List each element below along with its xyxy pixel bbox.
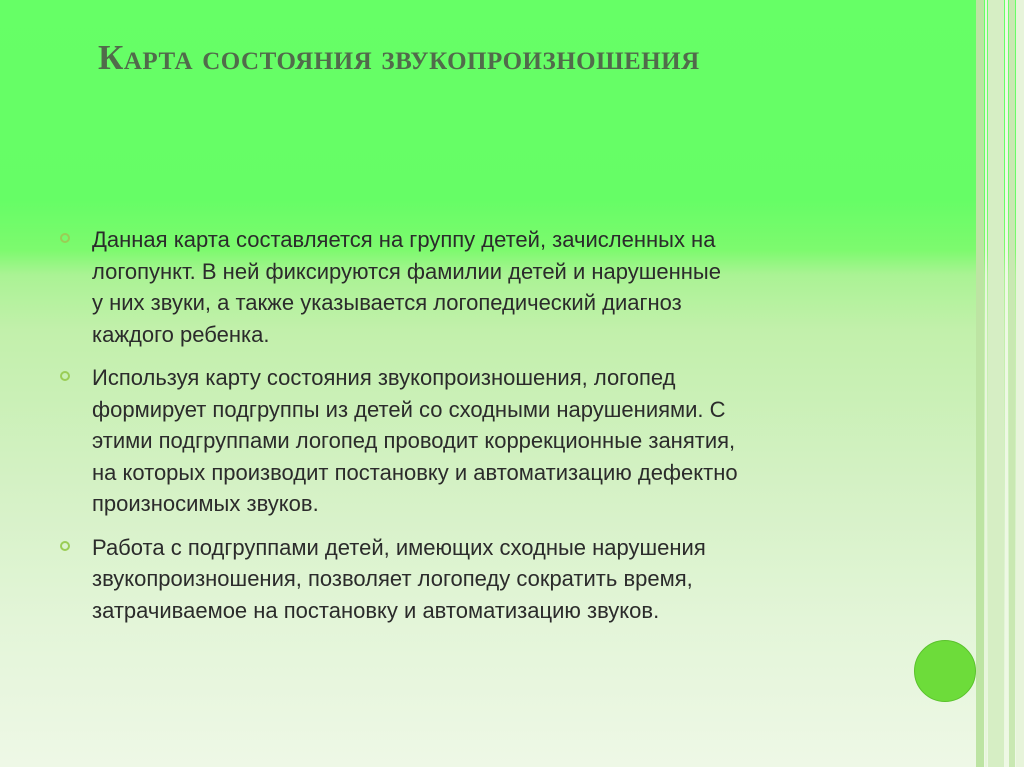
- ring-bullet-icon: [60, 541, 70, 551]
- ring-bullet-icon: [60, 371, 70, 381]
- bullet-line: этими подгруппами логопед проводит коррекционные занятия,: [92, 428, 736, 453]
- frame-stripe: [976, 0, 984, 767]
- bullet-text: [92, 224, 890, 350]
- decorative-green-circle: [914, 640, 976, 702]
- slide-title: Карта состояния звукопроизношения: [98, 38, 700, 77]
- bullet-item: [60, 224, 890, 350]
- frame-stripe: [1005, 0, 1008, 767]
- frame-stripe: [985, 0, 987, 767]
- bullet-text: [92, 362, 890, 520]
- frame-stripe: [1009, 0, 1015, 767]
- bullet-line: произносимых звуков.: [92, 491, 319, 516]
- bullet-item: [60, 532, 890, 627]
- bullet-line: логопункт. В ней фиксируются фамилии детей и нарушенные: [92, 258, 721, 284]
- bullet-line: затрачиваемое на постановку и автоматизацию звуков.: [92, 597, 660, 623]
- bullet-list: [60, 224, 890, 638]
- bullet-line: звукопроизношения, позволяет логопеду сократить время,: [92, 566, 693, 591]
- bullet-line: Данная карта составляется на группу детей, зачисленных на: [92, 227, 716, 252]
- bullet-text: [92, 532, 890, 627]
- bullet-line: у них звуки, а также указывается логопедический диагноз: [92, 290, 682, 315]
- bullet-line: Используя карту состояния звукопроизношения, логопед: [92, 365, 676, 390]
- frame-stripe: [1016, 0, 1024, 767]
- frame-stripe: [988, 0, 1004, 767]
- bullet-line: формирует подгруппы из детей со сходными нарушениями. С: [92, 396, 726, 422]
- bullet-item: [60, 362, 890, 520]
- right-frame-stripes: [976, 0, 1024, 767]
- bullet-line: каждого ребенка.: [92, 321, 270, 347]
- bullet-line: на которых производит постановку и автоматизацию дефектно: [92, 459, 738, 485]
- ring-bullet-icon: [60, 233, 70, 243]
- bullet-line: Работа с подгруппами детей, имеющих сходные нарушения: [92, 534, 706, 560]
